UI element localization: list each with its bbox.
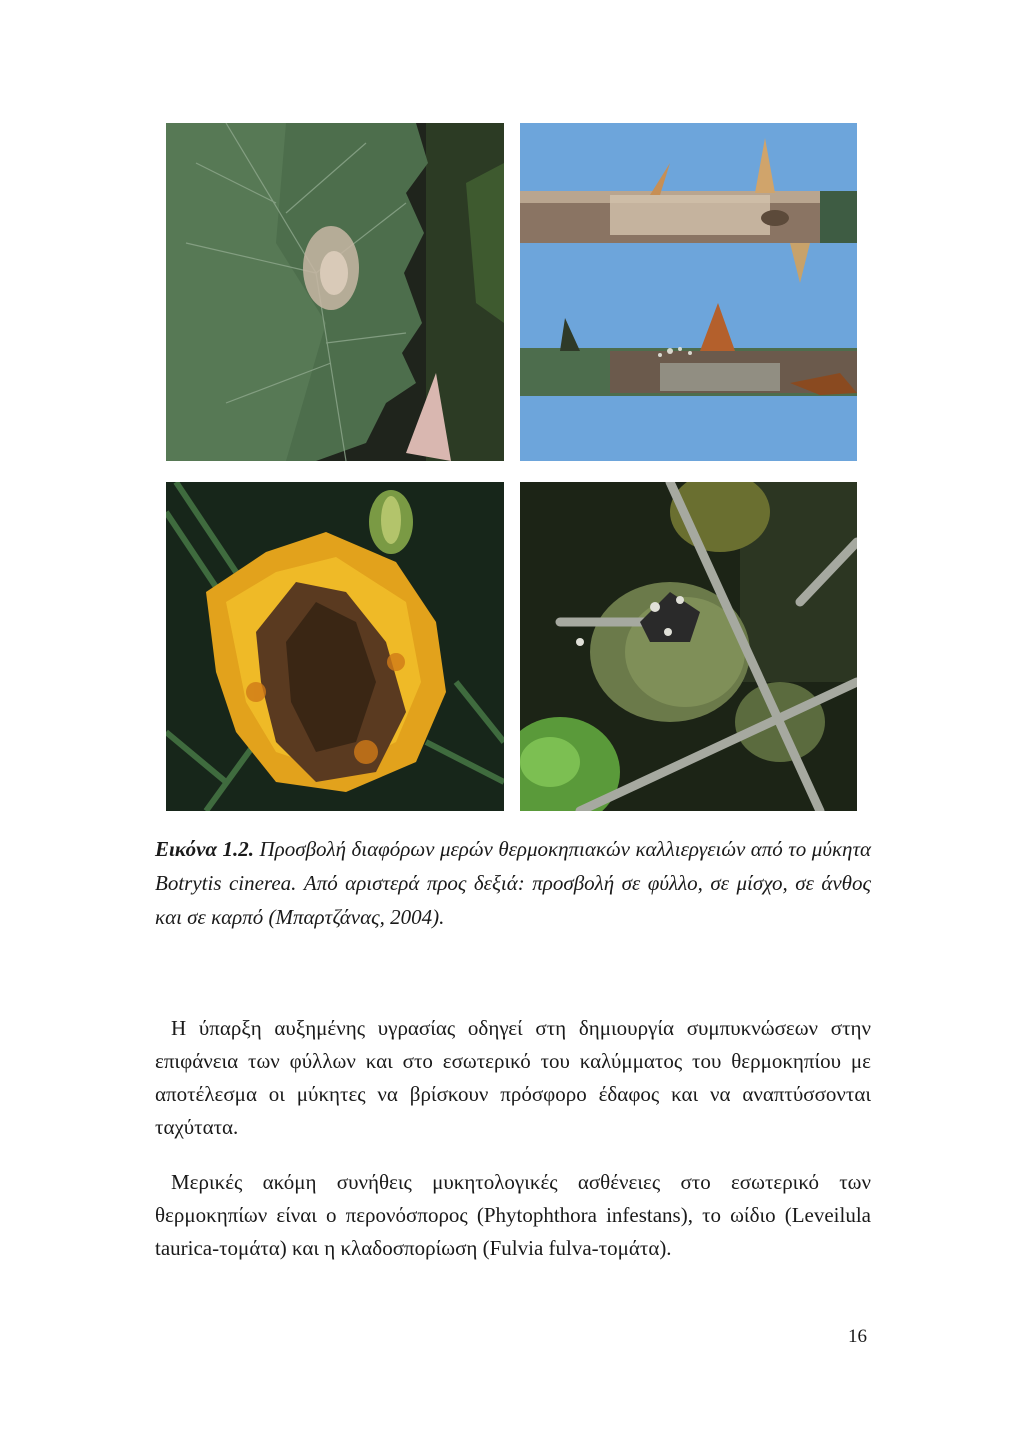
infected-stem-photo	[520, 123, 857, 461]
figure-caption	[155, 832, 871, 934]
figure-label: Εικόνα 1.2.	[155, 837, 254, 861]
page-number: 16	[848, 1326, 867, 1347]
infected-leaf-photo	[166, 123, 504, 461]
infected-fruit-photo	[520, 482, 857, 811]
infected-flower-photo	[166, 482, 504, 811]
body-paragraph: Η ύπαρξη αυξημένης υγρασίας οδηγεί στη δημιουργία συμπυκνώσεων στην επιφάνεια των φύλλων και στο εσωτερικό του καλύμματος του θερμοκηπίου με αποτέλεσμα οι μύκητες να βρίσκουν πρόσφορο έδαφος και να αναπτύσσονται ταχύτατα.	[155, 1016, 871, 1139]
figure-caption-text: Προσβολή διαφόρων μερών θερμοκηπιακών καλλιεργειών από το μύκητα Botrytis cinerea. Από αριστερά προς δεξιά: προσβολή σε φύλλο, σε μίσχο, σε άνθος και σε καρπό (Μπαρτζάνας, 2004).	[155, 837, 872, 929]
body-paragraph: Μερικές ακόμη συνήθεις μυκητολογικές ασθένειες στο εσωτερικό των θερμοκηπίων είναι ο περονόσπορος (Phytophthora infestans), το ωίδιο (Leveilula taurica-τομάτα) και η κλαδοσπορίωση (Fulvia fulva-τομάτα).	[155, 1170, 871, 1260]
